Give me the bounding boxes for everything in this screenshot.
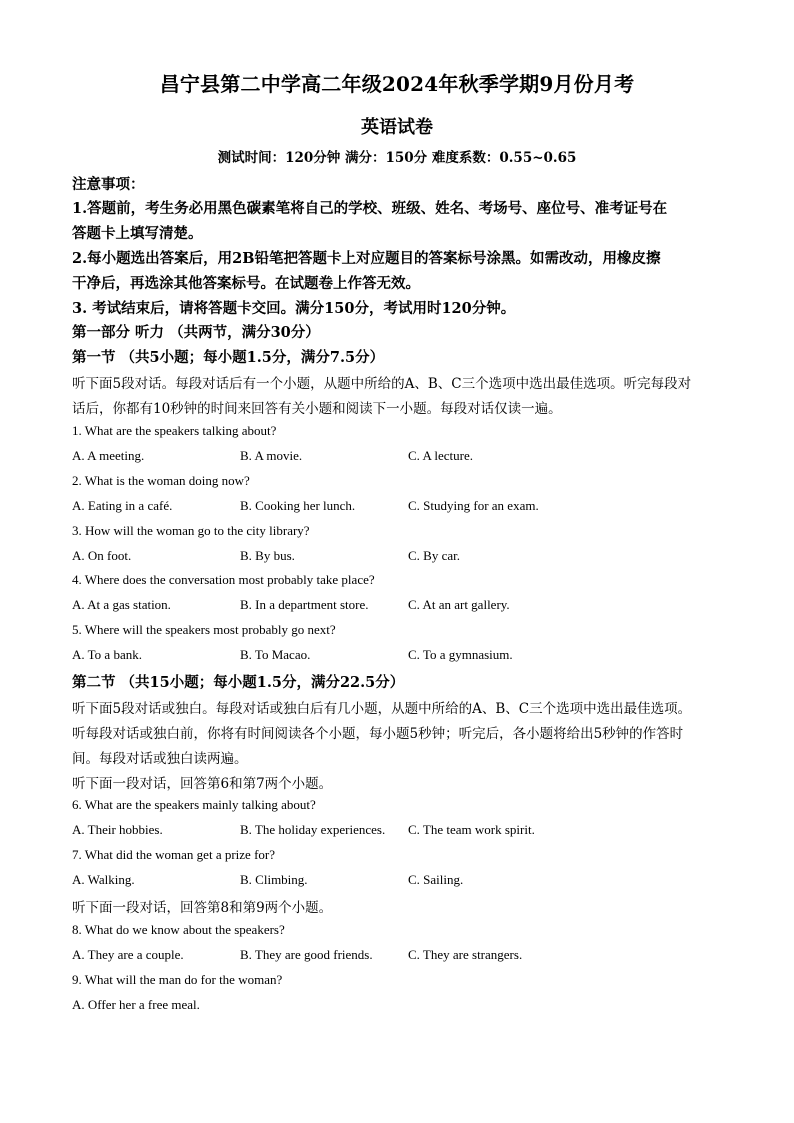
notice-heading: 注意事项： <box>72 176 145 193</box>
option-b: B. By bus. <box>240 548 295 563</box>
dialog-intro: 听下面一段对话，回答第6和第7两个小题。 <box>72 776 333 792</box>
option-c: C. Sailing. <box>408 872 464 887</box>
notice-line: 干净后，再选涂其他答案标号。在试题卷上作答无效。 <box>72 275 420 292</box>
part1-heading: 第一部分 听力 （共两节，满分30分） <box>72 324 320 341</box>
exam-subtitle: 英语试卷 <box>361 117 433 138</box>
option-a: A. Their hobbies. <box>72 822 163 837</box>
option-a: A. To a bank. <box>72 647 142 662</box>
option-a: A. Walking. <box>72 872 135 887</box>
dialog-intro: 听下面一段对话，回答第8和第9两个小题。 <box>72 900 333 916</box>
option-c: C. The team work spirit. <box>408 822 535 837</box>
option-c: C. Studying for an exam. <box>408 498 539 513</box>
option-a: A. On foot. <box>72 548 132 563</box>
question-1: 1. What are the speakers talking about? <box>72 423 277 438</box>
notice-line: 答题卡上填写清楚。 <box>72 225 203 242</box>
question-2: 2. What is the woman doing now? <box>72 473 250 488</box>
option-c: C. At an art gallery. <box>408 597 510 612</box>
option-a: A. A meeting. <box>72 448 145 463</box>
option-b: B. A movie. <box>240 448 303 463</box>
option-b: B. Climbing. <box>240 872 308 887</box>
question-7-options <box>72 872 722 892</box>
question-8-options <box>72 947 722 967</box>
question-4: 4. Where does the conversation most probably take place? <box>72 572 375 587</box>
option-a: A. They are a couple. <box>72 947 184 962</box>
option-a: A. Eating in a café. <box>72 498 173 513</box>
question-9-options <box>72 997 722 1017</box>
option-b: B. They are good friends. <box>240 947 373 962</box>
question-2-options <box>72 498 722 518</box>
question-7: 7. What did the woman get a prize for? <box>72 847 275 862</box>
section1-instruction: 话后，你都有10秒钟的时间来回答有关小题和阅读下一小题。每段对话仅读一遍。 <box>72 401 562 417</box>
option-b: B. In a department store. <box>240 597 369 612</box>
notice-line: 3. 考试结束后，请将答题卡交回。满分150分，考试用时120分钟。 <box>72 300 516 317</box>
option-c: C. To a gymnasium. <box>408 647 513 662</box>
question-3: 3. How will the woman go to the city library? <box>72 523 310 538</box>
section2-heading: 第二节 （共15小题；每小题1.5分，满分22.5分） <box>72 674 405 691</box>
option-a: A. At a gas station. <box>72 597 171 612</box>
option-b: B. The holiday experiences. <box>240 822 386 837</box>
question-3-options <box>72 548 722 568</box>
option-c: C. A lecture. <box>408 448 473 463</box>
option-b: B. To Macao. <box>240 647 311 662</box>
question-4-options <box>72 597 722 617</box>
question-6: 6. What are the speakers mainly talking about? <box>72 797 316 812</box>
section2-instruction: 间。每段对话或独白读两遍。 <box>72 751 248 767</box>
exam-title: 昌宁县第二中学高二年级2024年秋季学期9月份月考 <box>159 72 635 96</box>
notice-line: 1.答题前，考生务必用黑色碳素笔将自己的学校、班级、姓名、考场号、座位号、准考证号在 <box>72 200 668 217</box>
question-6-options <box>72 822 722 842</box>
section1-heading: 第一节 （共5小题；每小题1.5分，满分7.5分） <box>72 349 385 366</box>
option-c: C. By car. <box>408 548 460 563</box>
question-5-options <box>72 647 722 667</box>
notice-line: 2.每小题选出答案后，用2B铅笔把答题卡上对应题目的答案标号涂黑。如需改动，用橡皮擦 <box>72 250 661 267</box>
section1-instruction: 听下面5段对话。每段对话后有一个小题，从题中所给的A、B、C三个选项中选出最佳选项。听完每段对 <box>72 376 692 392</box>
section2-instruction: 听下面5段对话或独白。每段对话或独白后有几小题，从题中所给的A、B、C三个选项中选出最佳选项。 <box>72 701 692 717</box>
question-1-options <box>72 448 722 468</box>
option-b: B. Cooking her lunch. <box>240 498 356 513</box>
option-c: C. They are strangers. <box>408 947 523 962</box>
exam-meta: 测试时间：120分钟 满分：150分 难度系数：0.55~0.65 <box>217 150 577 166</box>
section2-instruction: 听每段对话或独白前，你将有时间阅读各个小题，每小题5秒钟；听完后，各小题将给出5秒钟的作答时 <box>72 726 684 742</box>
question-8: 8. What do we know about the speakers? <box>72 922 285 937</box>
option-a: A. Offer her a free meal. <box>72 997 200 1012</box>
question-9: 9. What will the man do for the woman? <box>72 972 283 987</box>
question-5: 5. Where will the speakers most probably go next? <box>72 622 336 637</box>
